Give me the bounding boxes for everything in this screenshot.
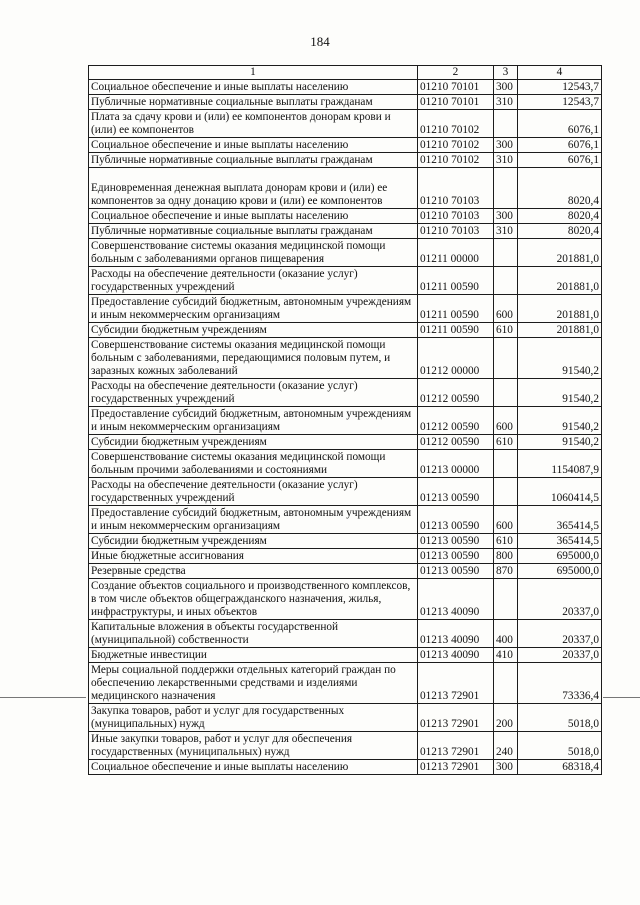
row-amount: 201881,0 xyxy=(518,239,602,267)
table-row xyxy=(89,620,602,648)
row-vr: 800 xyxy=(494,549,518,564)
row-vr xyxy=(494,663,518,704)
row-name: Бюджетные инвестиции xyxy=(89,648,418,663)
table-row xyxy=(89,338,602,379)
table-row xyxy=(89,760,602,775)
row-vr: 870 xyxy=(494,564,518,579)
row-name: Субсидии бюджетным учреждениям xyxy=(89,534,418,549)
row-vr: 610 xyxy=(494,323,518,338)
row-code: 01213 00590 xyxy=(418,564,494,579)
row-amount: 695000,0 xyxy=(518,549,602,564)
row-code: 01210 70102 xyxy=(418,138,494,153)
row-vr: 600 xyxy=(494,295,518,323)
row-vr xyxy=(494,379,518,407)
row-vr: 240 xyxy=(494,732,518,760)
row-code: 01212 00590 xyxy=(418,407,494,435)
row-name: Публичные нормативные социальные выплаты гражданам xyxy=(89,153,418,168)
row-name: Совершенствование системы оказания медицинской помощи больным с заболеваниями, передающимися половым путем, и заразных кожных заболеваний xyxy=(89,338,418,379)
row-amount: 1154087,9 xyxy=(518,450,602,478)
table-row xyxy=(89,110,602,138)
header-col-2: 2 xyxy=(418,66,494,80)
row-vr: 310 xyxy=(494,95,518,110)
row-vr xyxy=(494,110,518,138)
header-col-1: 1 xyxy=(89,66,418,80)
row-vr: 410 xyxy=(494,648,518,663)
table-row xyxy=(89,138,602,153)
row-code: 01211 00590 xyxy=(418,267,494,295)
row-amount: 365414,5 xyxy=(518,506,602,534)
row-name: Резервные средства xyxy=(89,564,418,579)
row-name: Социальное обеспечение и иные выплаты населению xyxy=(89,80,418,95)
row-vr xyxy=(494,579,518,620)
scan-artifact-line xyxy=(0,697,86,698)
row-code: 01210 70102 xyxy=(418,110,494,138)
row-name: Публичные нормативные социальные выплаты гражданам xyxy=(89,95,418,110)
row-amount: 695000,0 xyxy=(518,564,602,579)
table-header-row xyxy=(89,66,602,80)
row-amount: 91540,2 xyxy=(518,435,602,450)
table-row xyxy=(89,663,602,704)
row-vr xyxy=(494,478,518,506)
row-vr xyxy=(494,267,518,295)
row-vr: 600 xyxy=(494,506,518,534)
row-name: Иные бюджетные ассигнования xyxy=(89,549,418,564)
row-amount: 20337,0 xyxy=(518,620,602,648)
page-number: 184 xyxy=(310,34,330,49)
row-name: Закупка товаров, работ и услуг для государственных (муниципальных) нужд xyxy=(89,704,418,732)
row-name: Капитальные вложения в объекты государственной (муниципальной) собственности xyxy=(89,620,418,648)
row-name: Меры социальной поддержки отдельных категорий граждан по обеспечению лекарственными средствами и изделиями медицинского назначения xyxy=(89,663,418,704)
table-row xyxy=(89,704,602,732)
row-name: Субсидии бюджетным учреждениям xyxy=(89,435,418,450)
header-col-3: 3 xyxy=(494,66,518,80)
table-row xyxy=(89,564,602,579)
table-row xyxy=(89,267,602,295)
row-vr: 600 xyxy=(494,407,518,435)
row-amount: 12543,7 xyxy=(518,95,602,110)
table-row xyxy=(89,379,602,407)
table-row xyxy=(89,209,602,224)
row-vr: 310 xyxy=(494,224,518,239)
row-name: Совершенствование системы оказания медицинской помощи больным с заболеваниями органов пищеварения xyxy=(89,239,418,267)
row-name: Публичные нормативные социальные выплаты гражданам xyxy=(89,224,418,239)
row-code: 01212 00590 xyxy=(418,435,494,450)
row-code: 01213 40090 xyxy=(418,648,494,663)
row-vr xyxy=(494,168,518,209)
row-code: 01212 00000 xyxy=(418,338,494,379)
table-row xyxy=(89,534,602,549)
row-amount: 8020,4 xyxy=(518,224,602,239)
row-code: 01213 40090 xyxy=(418,579,494,620)
table-row xyxy=(89,478,602,506)
table-row xyxy=(89,80,602,95)
row-vr: 200 xyxy=(494,704,518,732)
header-col-4: 4 xyxy=(518,66,602,80)
row-name: Предоставление субсидий бюджетным, автономным учреждениям и иным некоммерческим организациям xyxy=(89,295,418,323)
table-row xyxy=(89,224,602,239)
row-code: 01213 00590 xyxy=(418,478,494,506)
row-vr: 610 xyxy=(494,435,518,450)
row-code: 01213 72901 xyxy=(418,704,494,732)
row-amount: 201881,0 xyxy=(518,267,602,295)
row-name: Субсидии бюджетным учреждениям xyxy=(89,323,418,338)
table-row xyxy=(89,648,602,663)
row-name: Создание объектов социального и производственного комплексов, в том числе объектов общегражданского назначения, жилья, инфраструктуры, и иных объектов xyxy=(89,579,418,620)
table-row xyxy=(89,95,602,110)
row-amount: 5018,0 xyxy=(518,732,602,760)
row-amount: 1060414,5 xyxy=(518,478,602,506)
row-name: Расходы на обеспечение деятельности (оказание услуг) государственных учреждений xyxy=(89,379,418,407)
row-code: 01212 00590 xyxy=(418,379,494,407)
row-name: Расходы на обеспечение деятельности (оказание услуг) государственных учреждений xyxy=(89,478,418,506)
table-row xyxy=(89,153,602,168)
row-amount: 91540,2 xyxy=(518,338,602,379)
table-row xyxy=(89,435,602,450)
row-code: 01213 72901 xyxy=(418,760,494,775)
row-code: 01211 00000 xyxy=(418,239,494,267)
row-amount: 6076,1 xyxy=(518,138,602,153)
row-amount: 91540,2 xyxy=(518,379,602,407)
table-row xyxy=(89,168,602,209)
row-code: 01213 00590 xyxy=(418,534,494,549)
row-vr: 300 xyxy=(494,138,518,153)
row-amount: 12543,7 xyxy=(518,80,602,95)
row-code: 01213 00590 xyxy=(418,506,494,534)
row-vr xyxy=(494,338,518,379)
row-name: Единовременная денежная выплата донорам крови и (или) ее компонентов за одну донацию крови и (или) ее компонентов xyxy=(89,168,418,209)
row-vr xyxy=(494,450,518,478)
row-code: 01213 72901 xyxy=(418,663,494,704)
table-row xyxy=(89,407,602,435)
row-name: Социальное обеспечение и иные выплаты населению xyxy=(89,760,418,775)
table-row xyxy=(89,295,602,323)
table-row xyxy=(89,323,602,338)
row-amount: 365414,5 xyxy=(518,534,602,549)
row-code: 01210 70101 xyxy=(418,80,494,95)
row-name: Предоставление субсидий бюджетным, автономным учреждениям и иным некоммерческим организациям xyxy=(89,506,418,534)
row-amount: 6076,1 xyxy=(518,110,602,138)
row-vr: 300 xyxy=(494,80,518,95)
row-code: 01210 70103 xyxy=(418,209,494,224)
row-code: 01210 70101 xyxy=(418,95,494,110)
row-amount: 20337,0 xyxy=(518,648,602,663)
row-amount: 201881,0 xyxy=(518,323,602,338)
table-row xyxy=(89,549,602,564)
row-code: 01211 00590 xyxy=(418,295,494,323)
row-code: 01213 00590 xyxy=(418,549,494,564)
row-name: Социальное обеспечение и иные выплаты населению xyxy=(89,138,418,153)
row-vr: 610 xyxy=(494,534,518,549)
row-code: 01210 70103 xyxy=(418,224,494,239)
row-code: 01210 70102 xyxy=(418,153,494,168)
row-vr: 300 xyxy=(494,209,518,224)
row-code: 01213 72901 xyxy=(418,732,494,760)
row-amount: 73336,4 xyxy=(518,663,602,704)
row-amount: 91540,2 xyxy=(518,407,602,435)
table-row xyxy=(89,239,602,267)
table-row xyxy=(89,579,602,620)
row-code: 01211 00590 xyxy=(418,323,494,338)
row-name: Иные закупки товаров, работ и услуг для обеспечения государственных (муниципальных) нужд xyxy=(89,732,418,760)
row-amount: 6076,1 xyxy=(518,153,602,168)
row-code: 01213 40090 xyxy=(418,620,494,648)
row-amount: 201881,0 xyxy=(518,295,602,323)
row-code: 01213 00000 xyxy=(418,450,494,478)
table-row xyxy=(89,732,602,760)
row-vr: 400 xyxy=(494,620,518,648)
row-name: Расходы на обеспечение деятельности (оказание услуг) государственных учреждений xyxy=(89,267,418,295)
row-vr: 300 xyxy=(494,760,518,775)
row-name: Плата за сдачу крови и (или) ее компонентов донорам крови и (или) ее компонентов xyxy=(89,110,418,138)
row-amount: 68318,4 xyxy=(518,760,602,775)
row-vr: 310 xyxy=(494,153,518,168)
table-row xyxy=(89,506,602,534)
scan-artifact-line xyxy=(603,697,640,698)
row-name: Предоставление субсидий бюджетным, автономным учреждениям и иным некоммерческим организациям xyxy=(89,407,418,435)
row-vr xyxy=(494,239,518,267)
row-amount: 5018,0 xyxy=(518,704,602,732)
budget-table xyxy=(88,65,602,775)
row-name: Социальное обеспечение и иные выплаты населению xyxy=(89,209,418,224)
row-amount: 8020,4 xyxy=(518,168,602,209)
row-name: Совершенствование системы оказания медицинской помощи больным прочими заболеваниями и состояниями xyxy=(89,450,418,478)
table-row xyxy=(89,450,602,478)
row-code: 01210 70103 xyxy=(418,168,494,209)
row-amount: 8020,4 xyxy=(518,209,602,224)
row-amount: 20337,0 xyxy=(518,579,602,620)
